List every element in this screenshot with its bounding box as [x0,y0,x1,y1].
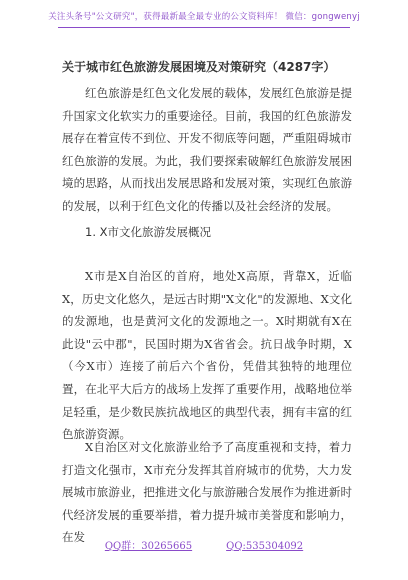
document-title: 关于城市红色旅游发展困境及对策研究（4287字） [62,60,336,74]
paragraph-intro: 红色旅游是红色文化发展的载体，发展红色旅游是提升国家文化软实力的重要途径。目前，我国的红色旅游发展存在着宣传不到位、开发不彻底等问题，严重阻碍城市红色旅游的发展。为此，我们要探索破解红色旅游发展困境的思路，从而找出发展思路和发展对策，实现红色旅游的发展，以利于红色文化的传播以及社会经济的发展。 [62,86,352,213]
footer-qq: QQ:535304092 [226,541,304,552]
section-heading: 1. X市文化旅游发展概况 [85,225,212,239]
footer-qq-group: QQ群：30265665 [104,541,193,552]
header-divider [58,27,350,28]
header-note: 关注头条号"公文研究"，获得最新最全最专业的公文资料库！ 微信：gongwenyj [48,12,360,22]
paragraph-city-overview: X市是X自治区的首府，地处X高原，背靠X，近临X，历史文化悠久，是远古时期"X文化"的发源地、X文化的发源地，也是黄河文化的发源地之一。X时期就有X在此设"云中郡"，民国时期为X省省会。抗日战争时期，X（今X市）连接了前后六个省份，凭借其独特的地理位置，在北平大后方的战场上发挥了重要作用，战略地位举足轻重，是少数民族抗战地区的典型代表，拥有丰富的红色旅游资源。 [62,269,352,442]
footer-contact [0,537,408,552]
paragraph-tourism-support: X自治区对文化旅游业给予了高度重视和支持，着力打造文化强市，X市充分发挥其首府城市的优势，大力发展城市旅游业，把推进文化与旅游融合发展作为推进新时代经济发展的重要举措，着力提升城市美誉度和影响力，在发 [62,440,352,545]
